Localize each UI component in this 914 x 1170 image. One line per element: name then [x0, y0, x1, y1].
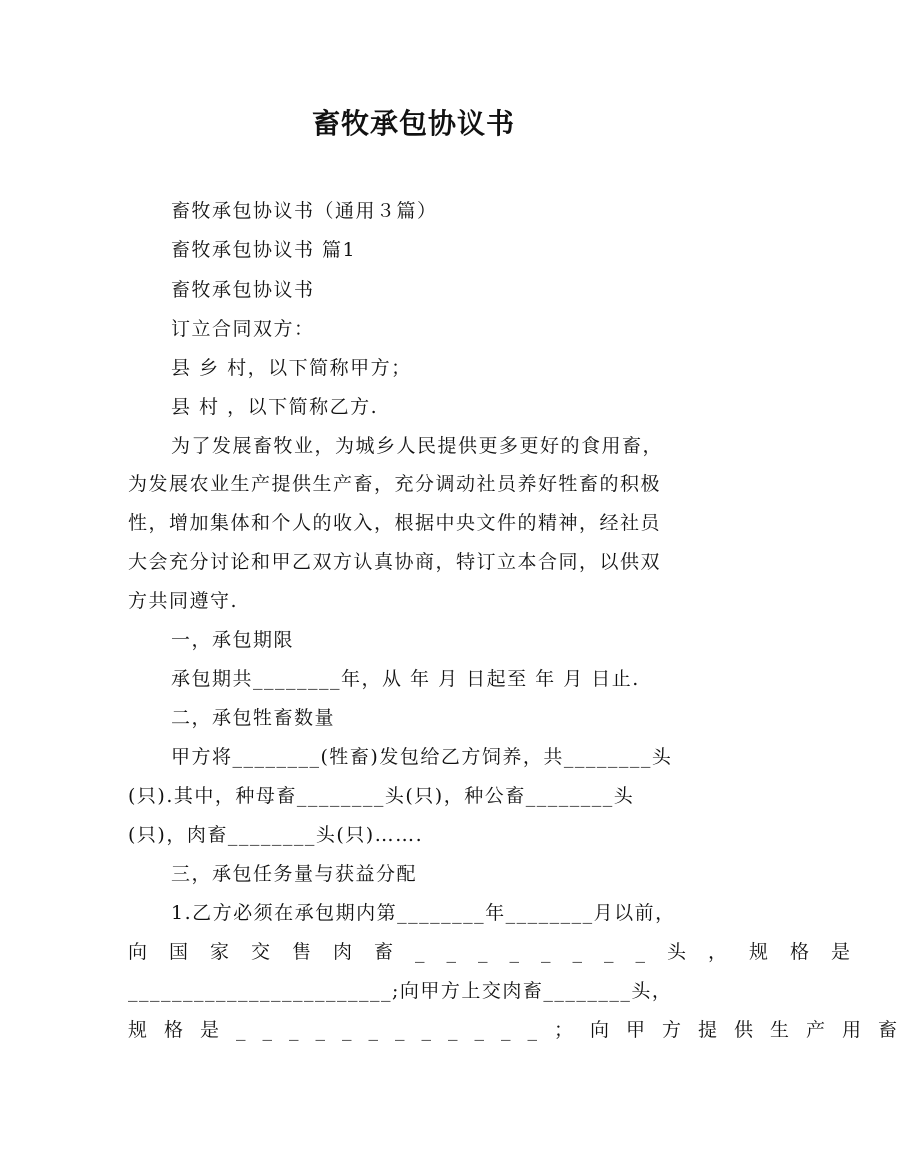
- section-heading: 三，承包任务量与获益分配: [171, 863, 418, 885]
- paragraph-line: 县 村 ，以下简称乙方.: [171, 396, 379, 418]
- paragraph-line: (只)，肉畜________头(只)…….: [128, 824, 424, 846]
- paragraph-line: 订立合同双方：: [171, 318, 315, 340]
- document-title: 畜牧承包协议书: [311, 107, 515, 140]
- paragraph-line: 规格是____________；向甲方提供生产用畜: [128, 1019, 914, 1041]
- paragraph-line: ________________________;向甲方上交肉畜________头，: [128, 980, 673, 1002]
- paragraph-line: 方共同遵守.: [128, 590, 239, 612]
- paragraph-line: 为发展农业生产提供生产畜，充分调动社员养好牲畜的积极: [128, 473, 662, 495]
- paragraph-line: 承包期共________年，从 年 月 日起至 年 月 日止.: [171, 668, 640, 690]
- paragraph-line: 甲方将________(牲畜)发包给乙方饲养，共________头: [171, 746, 673, 768]
- paragraph-line: 畜牧承包协议书 篇1: [171, 239, 357, 261]
- paragraph-line: 1.乙方必须在承包期内第________年________月以前，: [171, 902, 676, 924]
- paragraph-line: 性，增加集体和个人的收入，根据中央文件的精神，经社员: [128, 512, 662, 534]
- paragraph-line: 县 乡 村，以下简称甲方；: [171, 357, 412, 379]
- paragraph-line: 向国家交售肉畜________头，规格是: [128, 941, 873, 963]
- paragraph-line: 为了发展畜牧业，为城乡人民提供更多更好的食用畜，: [171, 435, 664, 457]
- paragraph-line: 畜牧承包协议书（通用３篇）: [171, 200, 438, 222]
- paragraph-line: (只).其中，种母畜________头(只)，种公畜________头: [128, 785, 635, 807]
- paragraph-line: 大会充分讨论和甲乙双方认真协商，特订立本合同，以供双: [128, 551, 662, 573]
- section-heading: 二，承包牲畜数量: [171, 707, 336, 729]
- paragraph-line: 畜牧承包协议书: [171, 279, 315, 301]
- section-heading: 一，承包期限: [171, 629, 295, 651]
